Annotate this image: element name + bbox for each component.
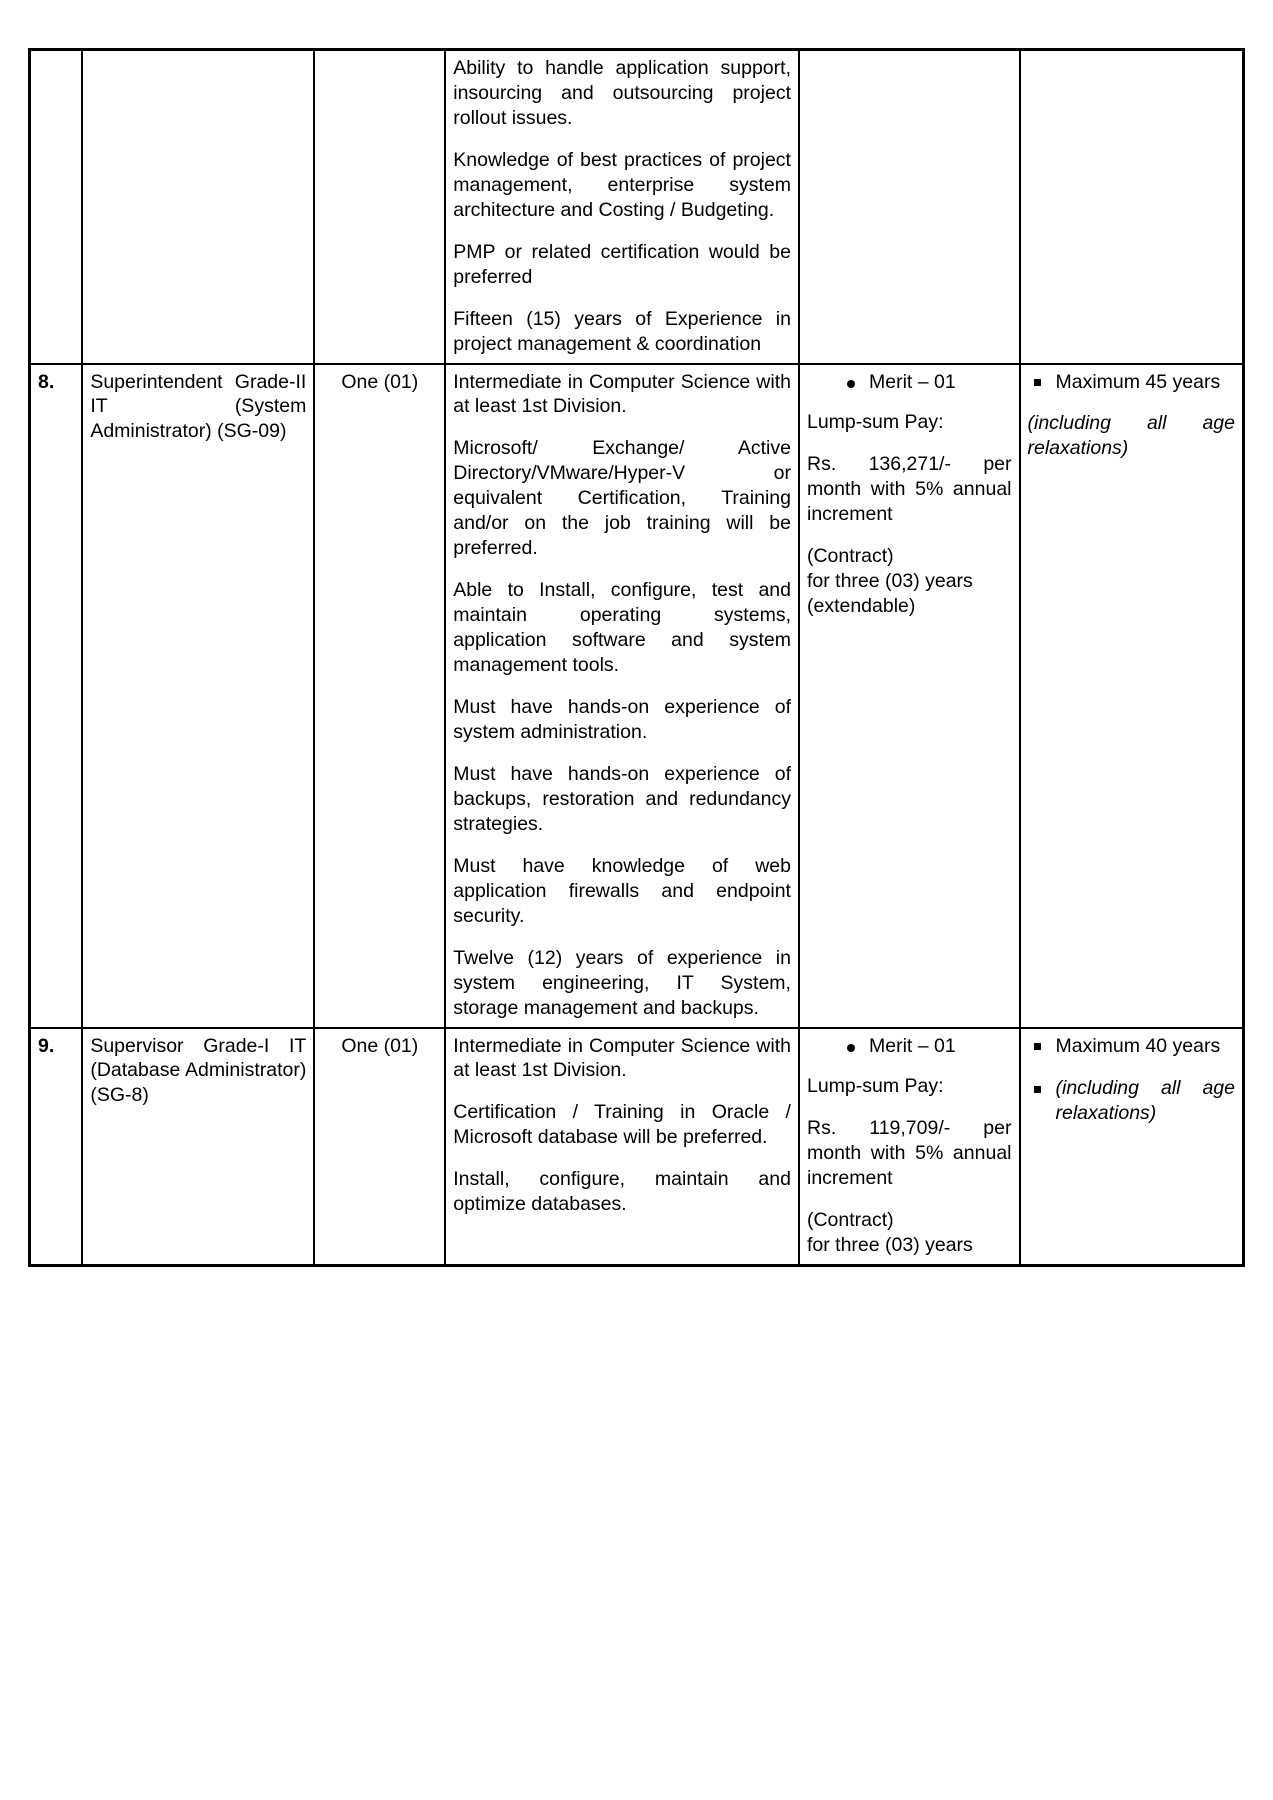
merit-list-item xyxy=(807,370,1012,395)
row-post-name xyxy=(82,50,314,364)
qualification-paragraph: Certification / Training in Oracle / Microsoft database will be preferred. xyxy=(453,1101,791,1149)
pay-duration: for three (03) years xyxy=(806,570,973,593)
row-posts-count: One (01) xyxy=(314,1028,445,1266)
age-maximum: Maximum 40 years xyxy=(1055,1034,1221,1057)
row-serial-number: 9. xyxy=(30,1028,83,1266)
row-posts-count xyxy=(314,50,445,364)
merit-label: Merit – 01 xyxy=(868,1034,956,1057)
age-list xyxy=(1028,370,1236,395)
row-posts-count: One (01) xyxy=(314,364,445,1028)
recruitment-table xyxy=(28,48,1245,1267)
row-serial-number: 8. xyxy=(30,364,83,1028)
qualification-paragraph: Install, configure, maintain and optimize databases. xyxy=(453,1168,791,1216)
pay-heading: Lump-sum Pay: xyxy=(806,1075,944,1098)
pay-extendable: (extendable) xyxy=(806,595,916,618)
row-quota-pay xyxy=(799,50,1020,364)
row-qualification xyxy=(445,364,799,1028)
pay-contract: (Contract) xyxy=(806,545,894,568)
age-list xyxy=(1028,1034,1236,1127)
age-maximum: Maximum 45 years xyxy=(1055,370,1221,393)
row-serial-number xyxy=(30,50,83,364)
qualification-paragraph: Intermediate in Computer Science with at least 1st Division. xyxy=(453,370,791,418)
merit-list xyxy=(807,370,1012,395)
qualification-paragraph: Must have hands-on experience of backups, restoration and redundancy strategies. xyxy=(453,762,791,835)
table-row-continuation xyxy=(30,50,1244,364)
pay-contract: (Contract) xyxy=(806,1209,894,1232)
age-list-item xyxy=(1028,1034,1236,1059)
square-bullet-icon xyxy=(1034,1086,1041,1093)
pay-duration: for three (03) years xyxy=(806,1234,973,1257)
row-qualification xyxy=(445,1028,799,1266)
qualification-paragraph: PMP or related certification would be preferred xyxy=(453,240,791,288)
qualification-paragraph: Must have hands-on experience of system administration. xyxy=(453,696,791,743)
qualification-paragraph: Intermediate in Computer Science with at least 1st Division. xyxy=(453,1034,791,1082)
table-row xyxy=(30,1028,1244,1266)
qualification-paragraph: Ability to handle application support, insourcing and outsourcing project rollout issues. xyxy=(453,57,791,129)
row-age-limit xyxy=(1020,1028,1244,1266)
round-bullet-icon xyxy=(847,380,855,388)
round-bullet-icon xyxy=(847,1044,855,1052)
pay-amount: Rs. 136,271/- per month with 5% annual increment xyxy=(806,453,1012,526)
row-age-limit xyxy=(1020,50,1244,364)
age-relaxation-note: (including all age relaxations) xyxy=(1027,412,1235,460)
age-relaxation-note: (including all age relaxations) xyxy=(1055,1077,1235,1125)
qualification-paragraph: Must have knowledge of web application firewalls and endpoint security. xyxy=(453,854,791,927)
row-age-limit xyxy=(1020,364,1244,1028)
qualification-paragraph: Fifteen (15) years of Experience in project management & coordination xyxy=(453,307,791,355)
qualification-paragraph: Able to Install, configure, test and maintain operating systems, application software and system management tools. xyxy=(453,579,791,677)
qualification-paragraph: Twelve (12) years of experience in system engineering, IT System, storage management and backups. xyxy=(453,946,791,1019)
square-bullet-icon xyxy=(1034,379,1041,386)
merit-list-item xyxy=(807,1034,1012,1059)
row-quota-pay xyxy=(799,1028,1020,1266)
row-qualification xyxy=(445,50,799,364)
row-post-name: Superintendent Grade-II IT (System Administrator) (SG-09) xyxy=(82,364,314,1028)
qualification-paragraph: Microsoft/ Exchange/ Active Directory/VMware/Hyper-V or equivalent Certification, Training and/or on the job training will be preferred. xyxy=(453,437,791,560)
pay-amount: Rs. 119,709/- per month with 5% annual increment xyxy=(806,1117,1012,1190)
row-quota-pay xyxy=(799,364,1020,1028)
age-list-item xyxy=(1028,1076,1236,1126)
table-row xyxy=(30,364,1244,1028)
qualification-paragraph: Knowledge of best practices of project management, enterprise system architecture and Costing / Budgeting. xyxy=(453,148,791,221)
square-bullet-icon xyxy=(1034,1043,1041,1050)
pay-heading: Lump-sum Pay: xyxy=(806,411,944,434)
age-list-item xyxy=(1028,370,1236,395)
row-post-name: Supervisor Grade-I IT (Database Administrator) (SG-8) xyxy=(82,1028,314,1266)
merit-list xyxy=(807,1034,1012,1059)
merit-label: Merit – 01 xyxy=(868,370,956,393)
